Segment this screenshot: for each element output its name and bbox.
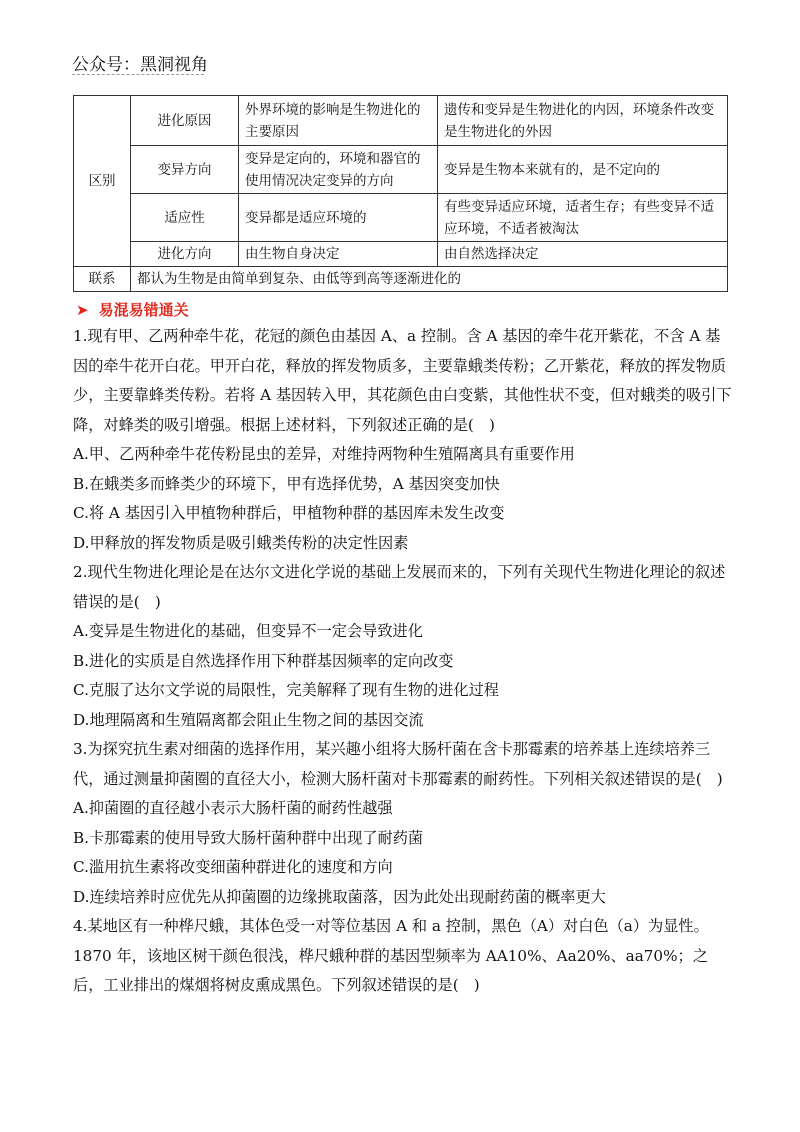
darwin-cell: 由自然选择决定 (438, 242, 728, 267)
question-option: C.克服了达尔文学说的局限性，完美解释了现有生物的进化过程 (73, 681, 499, 699)
question-stem: 3.为探究抗生素对细菌的选择作用，某兴趣小组将大肠杆菌在含卡那霉素的培养基上连续培养三代，通过测量抑菌圈的直径大小，检测大肠杆菌对卡那霉素的耐药性。下列相关叙述错误的是( ) (73, 740, 723, 788)
link-text: 都认为生物是由简单到复杂、由低等到高等逐渐进化的 (131, 267, 728, 292)
link-label: 联系 (74, 267, 131, 292)
question-option: C.将 A 基因引入甲植物种群后，甲植物种群的基因库未发生改变 (73, 504, 505, 522)
question-option: D.地理隔离和生殖隔离都会阻止生物之间的基因交流 (73, 710, 424, 729)
question-stem: 4.某地区有一种桦尺蛾，其体色受一对等位基因 A 和 a 控制，黑色（A）对白色（a）为显性。1870 年，该地区树干颜色很浅，桦尺蛾种群的基因型频率为 AA10%、Aa20%、aa70%；之后，工业排出的煤烟将树皮熏成黑色。下列叙述错误的是( ) (73, 917, 709, 994)
comparison-table (73, 95, 728, 292)
question-option: D.连续培养时应优先从抑菌圈的边缘挑取菌落，因为此处出现耐药菌的概率更大 (73, 887, 606, 906)
question-stem: 2.现代生物进化理论是在达尔文进化学说的基础上发展而来的，下列有关现代生物进化理论的叙述错误的是( ) (73, 563, 726, 611)
question-option: B.进化的实质是自然选择作用下种群基因频率的定向改变 (73, 651, 454, 670)
question-option: B.卡那霉素的使用导致大肠杆菌种群中出现了耐药菌 (73, 828, 424, 847)
aspect-cell: 进化方向 (131, 242, 239, 267)
lamarck-cell: 变异都是适应环境的 (239, 194, 438, 242)
question-option: A.变异是生物进化的基础，但变异不一定会导致进化 (73, 622, 423, 640)
darwin-cell: 遗传和变异是生物进化的内因，环境条件改变是生物进化的外因 (438, 96, 728, 146)
darwin-cell: 有些变异适应环境，适者生存；有些变异不适应环境，不适者被淘汰 (438, 194, 728, 242)
lamarck-cell: 由生物自身决定 (239, 242, 438, 267)
section-title: 易混易错通关 (98, 301, 189, 319)
lamarck-cell: 外界环境的影响是生物进化的主要原因 (239, 96, 438, 146)
question-option: C.滥用抗生素将改变细菌种群进化的速度和方向 (73, 858, 393, 876)
group-label: 区别 (74, 96, 131, 267)
section-heading (76, 299, 189, 320)
header-watermark: 公众号：黑洞视角 (72, 55, 208, 75)
question-stem: 1.现有甲、乙两种牵牛花，花冠的颜色由基因 A、a 控制。含 A 基因的牵牛花开紫花，不含 A 基因的牵牛花开白花。甲开白花，释放的挥发物质多，主要靠蛾类传粉；乙开紫花，释放的挥发物质少，主要靠蜂类传粉。若将 A 基因转入甲，其花颜色由白变紫，其他性状不变，但对蛾类的吸引下降，对蜂类的吸引增强。根据上述材料，下列叙述正确的是( ) (73, 327, 732, 434)
question-option: D.甲释放的挥发物质是吸引蛾类传粉的决定性因素 (73, 533, 409, 552)
watermark-underline (72, 74, 204, 75)
aspect-cell: 变异方向 (131, 146, 239, 194)
arrow-icon: ➤ (76, 301, 89, 319)
question-option: B.在蛾类多而蜂类少的环境下，甲有选择优势，A 基因突变加快 (73, 474, 500, 493)
aspect-cell: 进化原因 (131, 96, 239, 146)
aspect-cell: 适应性 (131, 194, 239, 242)
darwin-cell: 变异是生物本来就有的，是不定向的 (438, 146, 728, 194)
question-option: A.抑菌圈的直径越小表示大肠杆菌的耐药性越强 (73, 799, 393, 817)
lamarck-cell: 变异是定向的，环境和器官的使用情况决定变异的方向 (239, 146, 438, 194)
question-option: A.甲、乙两种牵牛花传粉昆虫的差异，对维持两物种生殖隔离具有重要作用 (73, 445, 575, 463)
question-list (73, 322, 733, 1001)
